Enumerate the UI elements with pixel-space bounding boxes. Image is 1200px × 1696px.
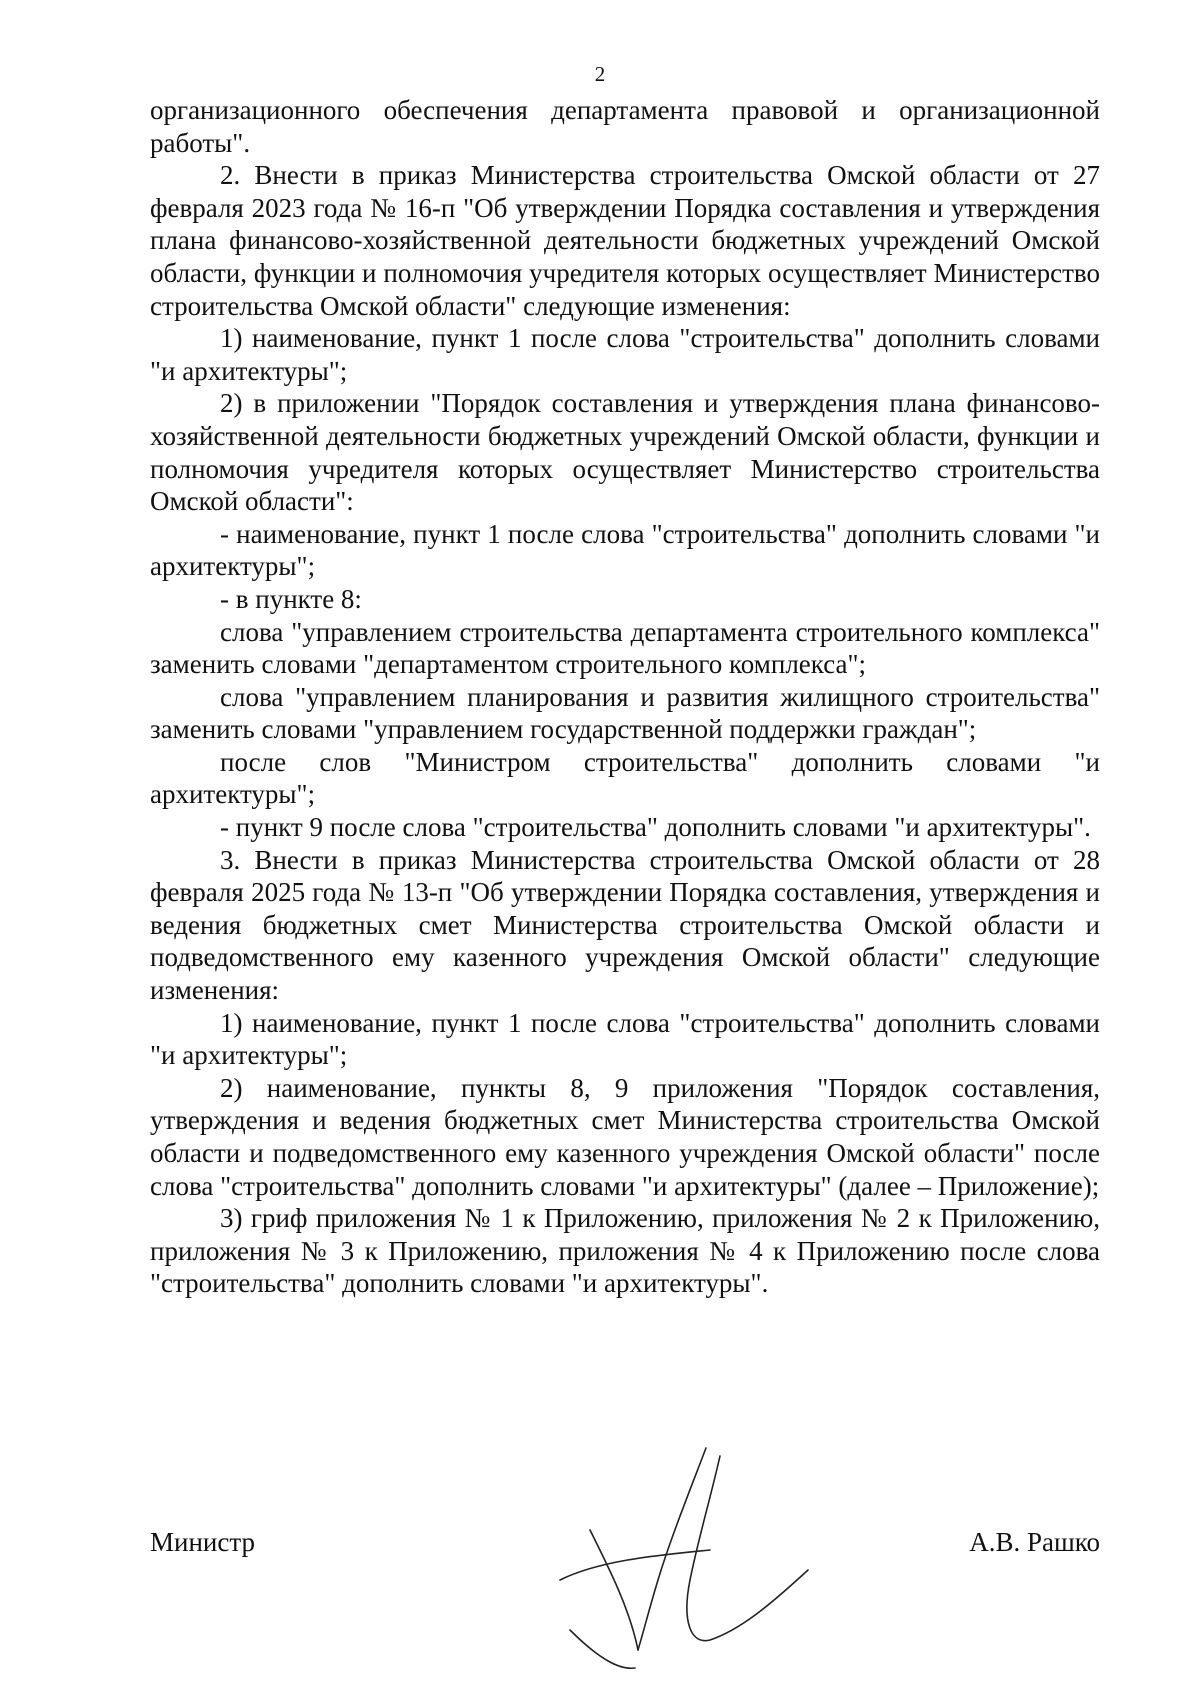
paragraph-dash-name: - наименование, пункт 1 после слова "строительства" дополнить словами "и архитектуры"; [150,518,1100,582]
signatory-name: А.В. Рашко [969,1527,1100,1557]
signature-block [150,1526,1100,1566]
paragraph-subitem-3-3: 3) гриф приложения № 1 к Приложению, приложения № 2 к Приложению, приложения № 3 к Приложению, приложения № 4 к Приложению после слова "строительства" дополнить словами "и архитектуры". [150,1203,1100,1299]
paragraph-subitem-2-1: 1) наименование, пункт 1 после слова "строительства" дополнить словами "и архитектуры"; [150,323,1100,386]
paragraph-subitem-3-2: 2) наименование, пункты 8, 9 приложения "Порядок составления, утверждения и ведения бюджетных смет Министерства строительства Омской области и подведомственного ему казенного учреждения Омской области" после слова "строительства" дополнить словами "и архитектуры" (далее – Приложение); [150,1072,1100,1201]
paragraph-item-2: 2. Внести в приказ Министерства строительства Омской области от 27 февраля 2023 года № 16-п "Об утверждении Порядка составления и утверждения плана финансово-хозяйственной деятельности бюджетных учреждений Омской области, функции и полномочия учредителя которых осуществляет Министерство строительства Омской области" следующие изменения: [150,160,1100,321]
paragraph-subitem-2-2: 2) в приложении "Порядок составления и утверждения плана финансово-хозяйственной деятельности бюджетных учреждений Омской области, функции и полномочия учредителя которых осуществляет Министерство строительства Омской области": [150,388,1100,517]
signatory-position: Министр [150,1527,255,1557]
page-number: 2 [594,62,606,86]
paragraph-after-words: после слов "Министром строительства" дополнить словами "и архитектуры"; [150,746,1100,810]
paragraph-subitem-3-1: 1) наименование, пункт 1 после слова "строительства" дополнить словами "и архитектуры"; [150,1007,1100,1071]
document-body [150,94,1100,1300]
paragraph-dash-point-8: - в пункте 8: [220,583,362,614]
paragraph-item-3: 3. Внести в приказ Министерства строительства Омской области от 28 февраля 2025 года № 13-п "Об утверждении Порядка составления, утверждения и ведения бюджетных смет Министерства строительства Омской области и подведомственного ему казенного учреждения Омской области" следующие изменения: [150,844,1100,1006]
paragraph-continuation: организационного обеспечения департамента правовой и организационной работы". [150,95,1100,158]
paragraph-words-replace-2: слова "управлением планирования и развития жилищного строительства" заменить словами "управлением государственной поддержки граждан"; [150,681,1100,745]
paragraph-dash-point-9: - пункт 9 после слова "строительства" дополнить словами "и архитектуры". [220,812,1091,843]
paragraph-words-replace-1: слова "управлением строительства департамента строительного комплекса" заменить словами "департаментом строительного комплекса"; [150,616,1100,680]
